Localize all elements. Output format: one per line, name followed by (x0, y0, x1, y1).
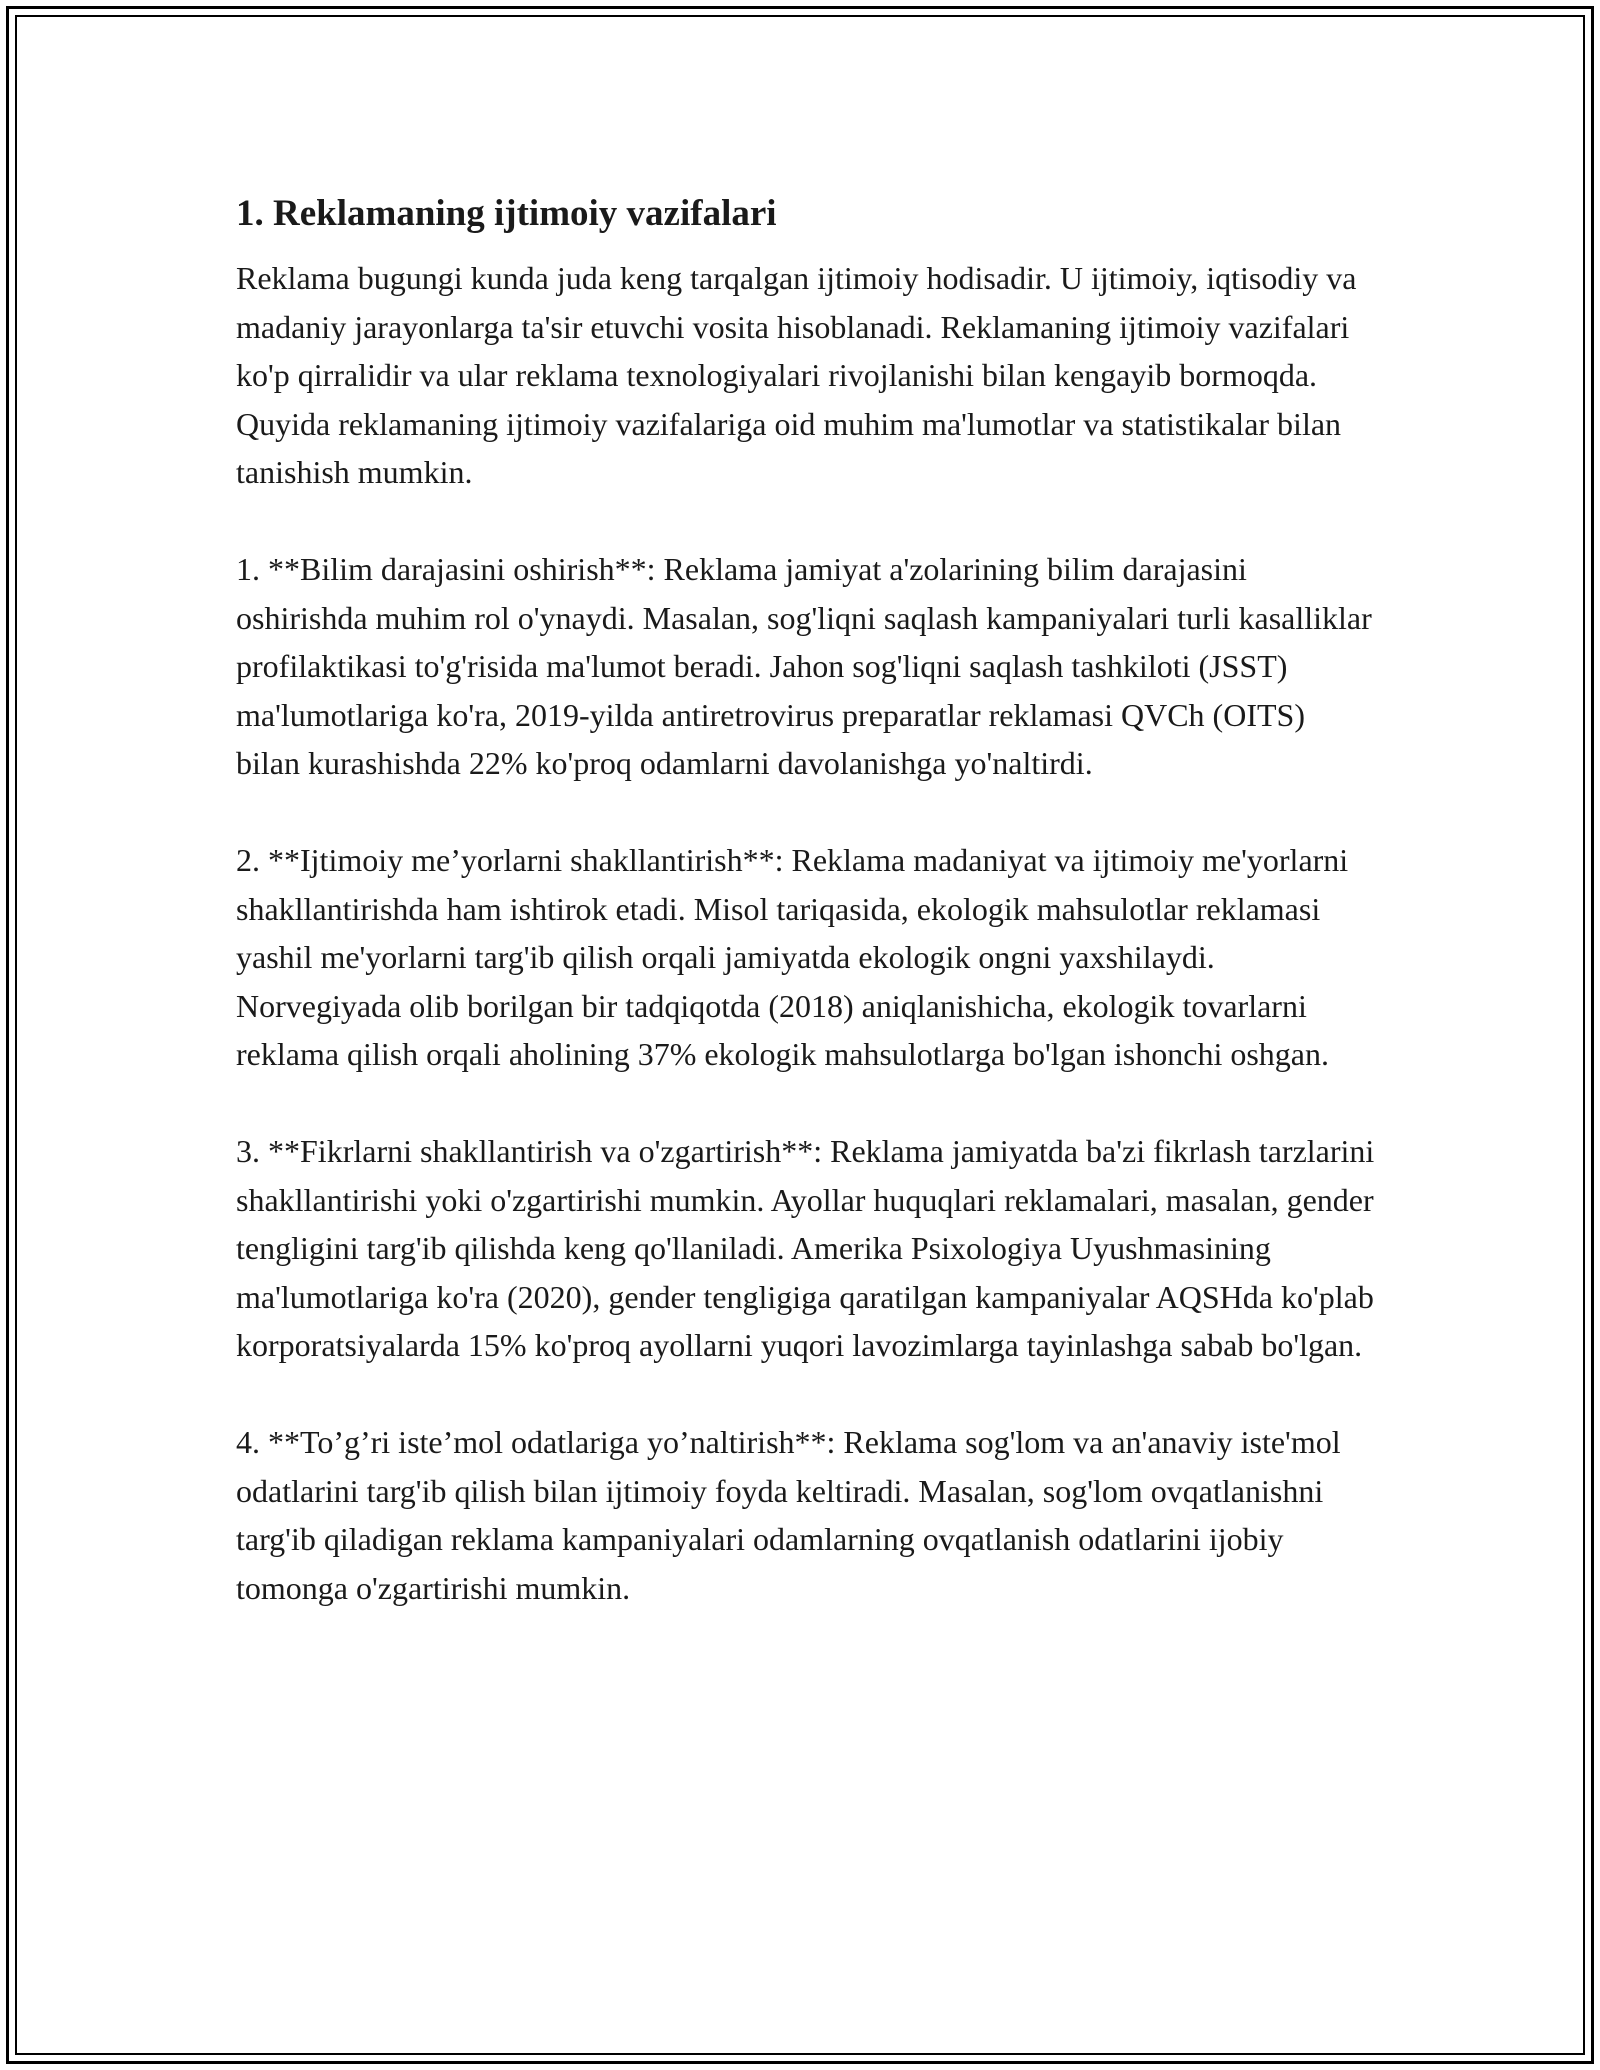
paragraph-opinions: 3. **Fikrlarni shakllantirish va o'zgartirish**: Reklama jamiyatda ba'zi fikrlash tarzlarini shakllantirishi yoki o'zgartirishi mumkin. Ayollar huquqlari reklamalari, masalan, gender tengligini targ'ib qilishda keng qo'llaniladi. Amerika Psixologiya Uyushmasining ma'lumotlariga ko'ra (2020), gender tengligiga qaratilgan kampaniyalar AQSHda ko'plab korporatsiyalarda 15% ko'proq ayollarni yuqori lavozimlarga tayinlashga sabab bo'lgan. (236, 1133, 1375, 1363)
paragraph-social-norms: 2. **Ijtimoiy me’yorlarni shakllantirish**: Reklama madaniyat va ijtimoiy me'yorlarni shakllantirishda ham ishtirok etadi. Misol tariqasida, ekologik mahsulotlar reklamasi yashil me'yorlarni targ'ib qilish orqali jamiyatda ekologik ongni yaxshilaydi. Norvegiyada olib borilgan bir tadqiqotda (2018) aniqlanishicha, ekologik tovarlarni reklama qilish orqali aholining 37% ekologik mahsulotlarga bo'lgan ishonchi oshgan. (236, 842, 1349, 1072)
paragraph-consumption-habits: 4. **To’g’ri iste’mol odatlariga yo’naltirish**: Reklama sog'lom va an'anaviy iste'mol odatlarini targ'ib qilish bilan ijtimoiy foyda keltiradi. Masalan, sog'lom ovqatlanishni targ'ib qiladigan reklama kampaniyalari odamlarning ovqatlanish odatlarini ijobiy tomonga o'zgartirishi mumkin. (236, 1424, 1341, 1606)
intro-paragraph: Reklama bugungi kunda juda keng tarqalgan ijtimoiy hodisadir. U ijtimoiy, iqtisodiy va madaniy jarayonlarga ta'sir etuvchi vosita hisoblanadi. Reklamaning ijtimoiy vazifalari ko'p qirralidir va ular reklama texnologiyalari rivojlanishi bilan kengayib bormoqda. Quyida reklamaning ijtimoiy vazifalariga oid muhim ma'lumotlar va statistikalar bilan tanishish mumkin. (236, 260, 1357, 490)
page-title: 1. Reklamaning ijtimoiy vazifalari (236, 193, 777, 234)
document-body (236, 188, 1376, 1661)
paragraph-knowledge: 1. **Bilim darajasini oshirish**: Reklama jamiyat a'zolarining bilim darajasini oshirishda muhim rol o'ynaydi. Masalan, sog'liqni saqlash kampaniyalari turli kasalliklar profilaktikasi to'g'risida ma'lumot beradi. Jahon sog'liqni saqlash tashkiloti (JSST) ma'lumotlariga ko'ra, 2019-yilda antiretrovirus preparatlar reklamasi QVCh (OITS) bilan kurashishda 22% ko'proq odamlarni davolanishga yo'naltirdi. (236, 551, 1372, 781)
